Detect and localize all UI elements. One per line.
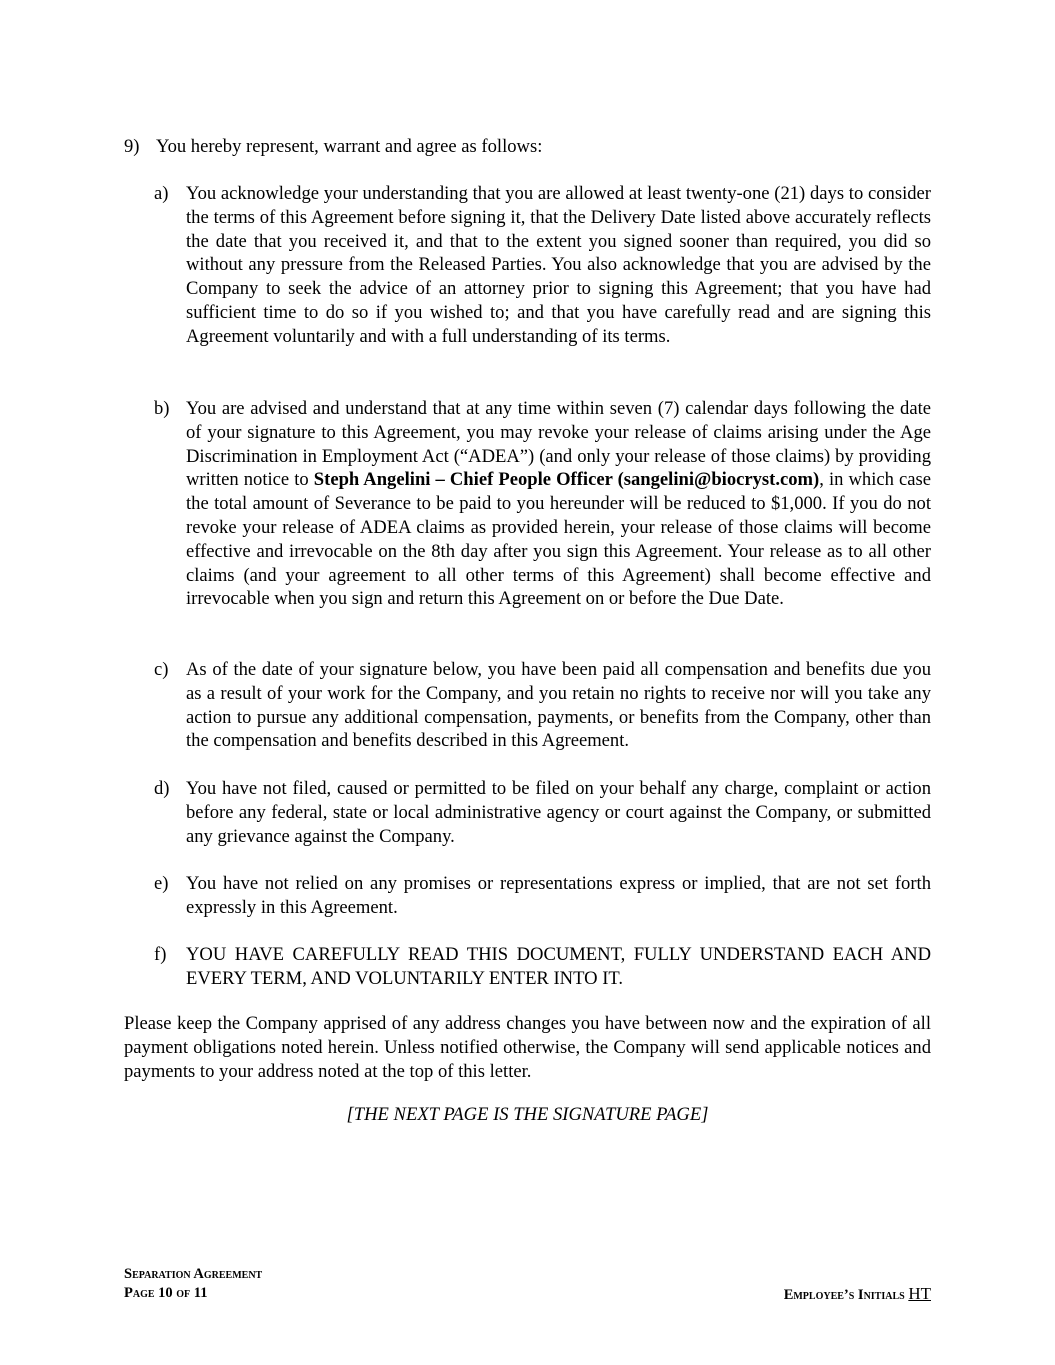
item-text: You have not relied on any promises or representations express or implied, that are not set forth expressly in this Agreement. [186,873,931,918]
item-text-after: , in which case the total amount of Severance to be paid to you hereunder will be reduced to $1,000. If you do not revoke your release of ADEA claims as provided herein, your release of those claims will become effective and irrevocable on the 8th day after you sign this Agreement. Your release as to all other claims (and your agreement to all other terms of this Agreement) shall become effective and irrevocable when you sign and return this Agreement on or before the Due Date. [186,469,931,610]
next-page-note: [THE NEXT PAGE IS THE SIGNATURE PAGE] [346,1104,709,1125]
item-text-before: You are advised and understand that at any time within seven (7) calendar days following the date of your signature to this Agreement, you may revoke your release of claims arising under the Age Discrimination in Employment Act (“ADEA”) (and only your release of those claims) by providing written notice to [186,398,931,491]
item-text: As of the date of your signature below, you have been paid all compensation and benefits due you as a result of your work for the Company, and you retain no rights to receive nor will you take any action to pursue any additional compensation, payments, or benefits from the Company, other than the compensation and benefits described in this Agreement. [186,659,931,752]
item-text: You have not filed, caused or permitted to be filed on your behalf any charge, complaint or action before any federal, state or local administrative agency or court against the Company, or submitted any grievance against the Company. [186,778,931,847]
item-letter: b) [154,398,170,419]
list-item-d [154,777,931,848]
section-number: 9) [124,136,140,157]
item-letter: e) [154,873,169,894]
item-letter: f) [154,944,167,965]
footer-page-label: Page [124,1285,155,1301]
list-item-a [154,182,931,349]
list-item-f [154,943,931,991]
footer-left [124,1265,262,1303]
footer-initials-value: HT [908,1284,931,1303]
footer-page-info [124,1284,262,1303]
item-letter: d) [154,778,170,799]
footer-of-label: of [176,1285,191,1301]
footer-initials-label: Employee’s Initials [783,1287,905,1303]
footer-page-number: 10 [158,1285,173,1301]
contact-person: Steph Angelini – Chief People Officer (sangelini@biocryst.com) [313,469,820,491]
item-text: You acknowledge your understanding that you are allowed at least twenty-one (21) days to consider the terms of this Agreement before signing it, that the Delivery Date listed above accurately reflects the date that you received it, and that to the extent you signed sooner than required, you did so without any pressure from the Released Parties. You also acknowledge that you are advised by the Company to seek the advice of an attorney prior to signing this Agreement; that you have had sufficient time to do so if you wished to; and that you have carefully read and are signing this Agreement voluntarily and with a full understanding of its terms. [186,183,931,347]
list-item-c [154,658,931,753]
list-item-b [154,397,931,611]
item-letter: a) [154,183,169,204]
section-heading [124,135,931,159]
item-text: YOU HAVE CAREFULLY READ THIS DOCUMENT, FULLY UNDERSTAND EACH AND EVERY TERM, AND VOLUNTARILY ENTER INTO IT. [186,944,931,989]
item-letter: c) [154,659,169,680]
closing-paragraph: Please keep the Company apprised of any address changes you have between now and the expiration of all payment obligations noted herein. Unless notified otherwise, the Company will send applicable notices and payments to your address noted at the top of this letter. [124,1013,931,1082]
list-item-e [154,872,931,920]
footer-page-total: 11 [193,1285,208,1301]
section-heading-text: You hereby represent, warrant and agree as follows: [156,136,543,157]
item-text [186,397,931,611]
footer-right [784,1284,931,1305]
footer-doc-title: Separation Agreement [124,1266,263,1282]
